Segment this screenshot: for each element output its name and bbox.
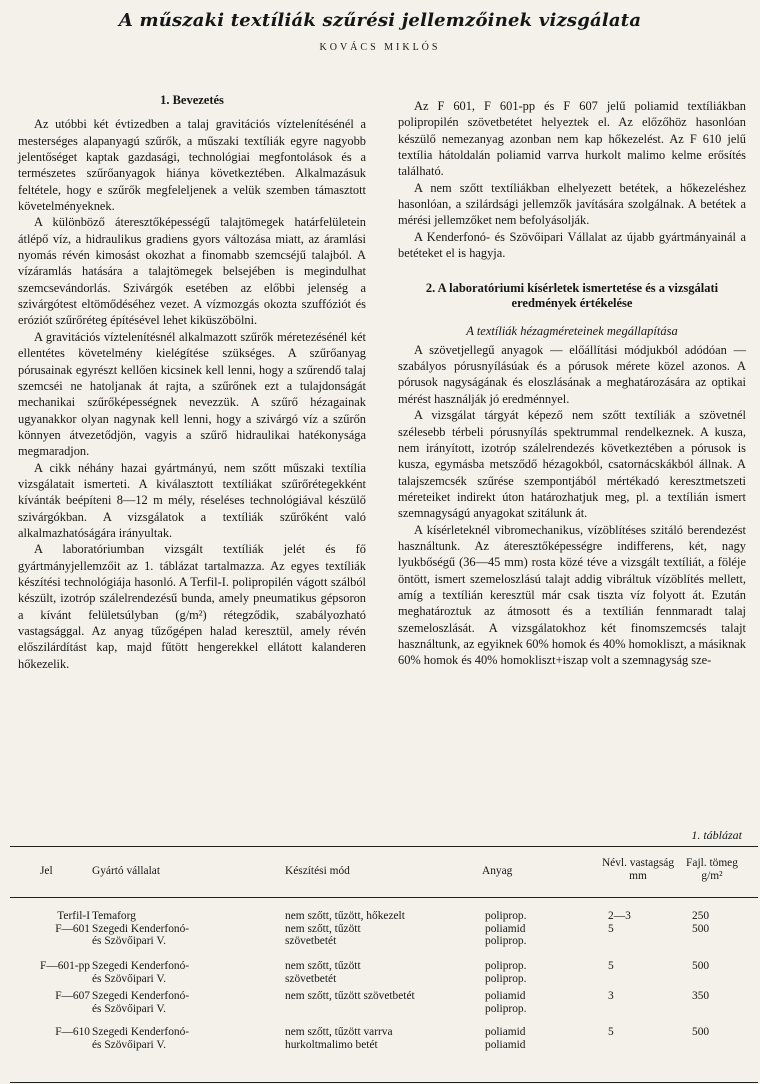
table-cell-anyag: poliamid poliprop.	[485, 990, 527, 1015]
paragraph: A kísérleteknél vibromechanikus, vízöblítéses szitáló berendezést használtunk. Az áteresztőképességre indifferens, két, nagy lyukbőségű (36—45 mm) rosta közé téve a vizsgált textíliát, a föléje öntött, ismert szemeloszlású talajt addig vibráltuk vízöblítés mellett, amíg a textílián keresztül már csak tiszta víz folyott át. Ezután meghatároztuk az átmosott és a textílián fennmaradt talaj szemeloszlását. A vizsgálatokhoz két finomszemcsés talajt használtunk, az egyiknek 60% homok és 40% homokliszt, a másiknak 60% homok és 40% homokliszt+iszap volt a szemnagyság sze-	[398, 522, 746, 668]
paragraph: A nem szőtt textíliákban elhelyezett betétek, a hőkezeléshez hasonlóan, a szilárdsági jellemzők javítására szolgálnak. A betétek a mérési jellemzőket nem befolyásolják.	[398, 180, 746, 228]
subsection-heading: A textíliák hézagméreteinek megállapítása	[466, 324, 678, 339]
header-tomeg: Fajl. tömeg g/m²	[686, 857, 738, 882]
paragraph: A szövetjellegű anyagok — előállítási módjukból adódóan — szabályos pórusnyílásúak és a pórusok mérete közel azonos. A pórusok nagyságának és eloszlásának a meghatározására az optikai mérést használják jó eredménnyel.	[398, 342, 746, 406]
table-cell-mod: nem szőtt, tűzött varrva hurkoltmalimo betét	[285, 1026, 393, 1051]
table-body	[10, 898, 758, 1082]
table-cell-tomeg: 250 500	[692, 910, 710, 935]
data-table	[10, 846, 758, 1083]
table-row	[10, 910, 758, 960]
table-cell-jel: F—610	[55, 1026, 90, 1038]
paragraph: A cikk néhány hazai gyártmányú, nem szőtt műszaki textília vizsgálatait ismerteti. A kiválasztott textíliákat szűrőrétegekként kívánták beépíteni 8—12 m mély, réseléses technológiával készülő szivárgókban. A vizsgálatok a textíliák szűrőként való alkalmazhatóságára irányultak.	[18, 460, 366, 540]
paragraph: A vizsgálat tárgyát képező nem szőtt textíliák a szövetnél szélesebb térbeli pórusnyílás spektrummal rendelkeznek. A kusza, nem irányított, izotróp szálelrendezés következtében a pórusok is kusza, egymásba metsződő hézagokból, csatornácskákból állnak. A talajszemcsék szűrése szempontjából mértékadó keresztmetszeti méreteiket indirekt úton határozhatjuk meg, pl. a textílián ismert szemnagyságú anyagokat szitálunk át.	[398, 408, 746, 521]
header-anyag: Anyag	[482, 865, 513, 877]
section-heading-introduction: 1. Bevezetés	[160, 93, 224, 107]
paragraph: Az F 601, F 601-pp és F 607 jelű poliamid textíliákban polipropilén szövetbetétet helyeztek el. Az előzőhöz hasonlóan készülő nemezanyag azonban nem kap hőkezelést. Az F 610 jelű textília hátoldalán poliamid varrva hurkolt malimo kelme erősítés található.	[398, 99, 746, 179]
header-vastagsag: Névl. vastagság mm	[601, 857, 675, 882]
table-cell-vast: 2—3 5	[608, 910, 631, 935]
table-cell-gyarto: Temaforg Szegedi Kenderfonó- és Szövőipari V.	[92, 910, 190, 948]
author-name: KOVÁCS MIKLÓS	[319, 42, 441, 53]
table-cell-tomeg: 350	[692, 990, 710, 1002]
table-cell-tomeg: 500	[692, 960, 710, 972]
table-cell-anyag: poliprop. poliprop.	[485, 960, 527, 985]
table-cell-anyag: poliamid poliamid	[485, 1026, 526, 1051]
table-cell-jel: F—601-pp	[40, 960, 90, 972]
table-cell-gyarto: Szegedi Kenderfonó- és Szövőipari V.	[92, 990, 190, 1015]
table-cell-mod: nem szőtt, tűzött, hőkezelt nem szőtt, tűzött szövetbetét	[285, 910, 405, 948]
table-cell-mod: nem szőtt, tűzött szövetbetét	[285, 960, 361, 985]
table-cell-gyarto: Szegedi Kenderfonó- és Szövőipari V.	[92, 1026, 190, 1051]
header-gyarto: Gyártó vállalat	[92, 865, 160, 877]
table-cell-gyarto: Szegedi Kenderfonó- és Szövőipari V.	[92, 960, 190, 985]
table-cell-vast: 5	[608, 960, 614, 972]
left-column	[18, 92, 366, 672]
table-cell-jel: Terfil-I F—601	[55, 910, 90, 935]
table-header	[10, 847, 758, 898]
paragraph: A különböző áteresztőképességű talajtömegek határfelületein átlépő víz, a hidraulikus gradiens gyors változása miatt, az áramlási nyomás révén kimosást okozhat a finomabb szemcséjű talajból. A vízáramlás hatására a talajtömegek belsejében is megindulhat szemcsevándorlás. Szivárgók esetében az előbbi jelenség a szivárgótest eltömődéséhez vezet. A vízmozgás okozta szuffóziót és eróziót szűrőréteg építésével lehet kiküszöbölni.	[18, 215, 366, 328]
table-caption: 1. táblázat	[691, 828, 742, 842]
table-cell-tomeg: 500	[692, 1026, 710, 1038]
table-row	[10, 1026, 758, 1070]
section-heading-experiments: 2. A laboratóriumi kísérletek ismertetése és a vizsgálati eredmények értékelése	[425, 281, 719, 311]
paragraph: A gravitációs víztelenítésnél alkalmazott szűrők méretezésénél két ellentétes követelmény kielégítése szükséges. A szűrőanyag pórusainak egyrészt kellően kicsinek kell lenni, hogy a szűrendő talaj szemcséi ne hatoljanak át rajta, a szűrőnek ezt a tulajdonságát mechanikai szűrőképességnek nevezzük. A szűrő hézagainak ugyanakkor olyan nagynak kell lenni, hogy a szivárgó víz a szűrőn könnyen átvezetődjön, vagyis a szűrő hidraulikai hatékonysága megmaradjon.	[18, 329, 366, 459]
paragraph: A Kenderfonó- és Szövőipari Vállalat az újabb gyártmányainál a betéteket el is hagyja.	[398, 229, 746, 261]
table-cell-anyag: poliprop. poliamid poliprop.	[485, 910, 527, 948]
table-cell-mod: nem szőtt, tűzött szövetbetét	[285, 990, 415, 1002]
table-row	[10, 960, 758, 990]
table-cell-vast: 3	[608, 990, 614, 1002]
header-mod: Készítési mód	[285, 865, 350, 877]
right-column	[398, 98, 746, 669]
paragraph: Az utóbbi két évtizedben a talaj gravitációs víztelenítésénél a mesterséges alapanyagú szűrők, a műszaki textíliák egyre nagyobb jelentőséget kaptak gazdasági, technológiai megfontolások és a természetes szűrőanyagok hiánya következtében. Alkalmazásuk feltétele, hogy e szűrők megfeleljenek a velük szemben támasztott követelményeknek.	[18, 117, 366, 214]
table-cell-jel: F—607	[55, 990, 90, 1002]
table-row	[10, 990, 758, 1026]
header-jel: Jel	[40, 865, 53, 877]
paragraph: A laboratóriumban vizsgált textíliák jelét és fő gyártmányjellemzőit az 1. táblázat tartalmazza. Az egyes textíliák készítési technológiája hasonló. A Terfil-I. polipropilén vágott szálból készült, izotróp szálelrendezésű bunda, amely pneumatikus gépsoron a kívánt felületsúlyban (g/m²) rétegződik, szabályozható vastagsággal. Az anyag tűzőgépen halad keresztül, amely révén előszilárdítást kap, majd fűtött hengerekkel ellátott kalanderen hőkezelik.	[18, 542, 366, 671]
article-title: A műszaki textíliák szűrési jellemzőinek vizsgálata	[118, 10, 642, 31]
table-cell-vast: 5	[608, 1026, 614, 1038]
